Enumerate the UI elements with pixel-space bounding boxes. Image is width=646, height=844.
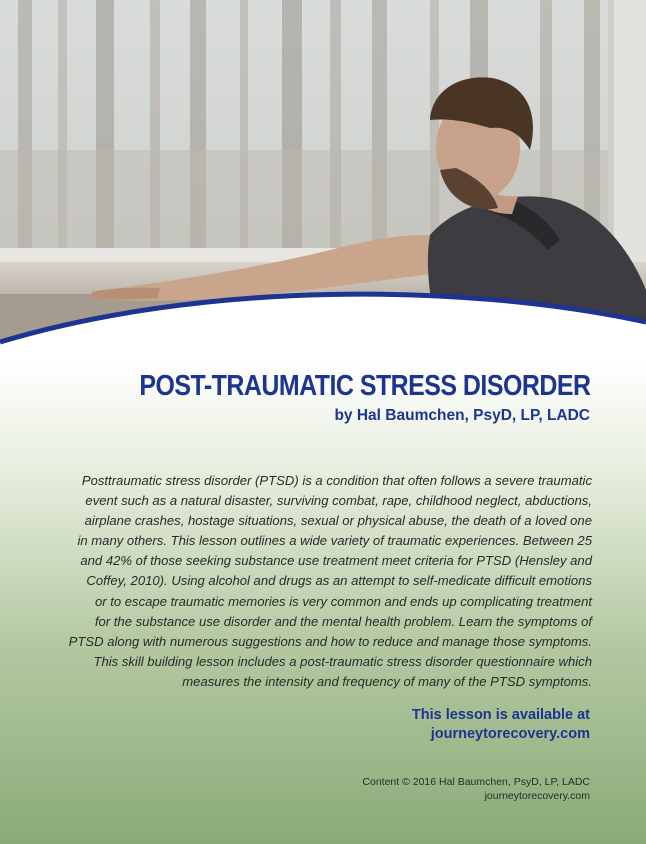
summary-line: in many others. This lesson outlines a wide variety of traumatic experiences. Between 25: [77, 533, 592, 549]
footer: [362, 775, 590, 803]
summary-line: event such as a natural disaster, surviving combat, rape, childhood neglect, abductions,: [85, 493, 592, 509]
summary-line: airplane crashes, hostage situations, sexual or physical abuse, the death of a loved one: [84, 513, 592, 529]
page-title: POST-TRAUMATIC STRESS DISORDER: [138, 370, 590, 402]
summary-line: for the substance use disorder and the mental health problem. Learn the symptoms of: [94, 613, 592, 629]
summary-line: Coffey, 2010). Using alcohol and drugs as an attempt to self-medicate difficult emotions: [86, 573, 592, 589]
author-byline: by Hal Baumchen, PsyD, LP, LADC: [334, 407, 590, 424]
website-link[interactable]: journeytorecovery.com: [430, 726, 590, 742]
availability-text: This lesson is available at: [411, 707, 590, 723]
footer-site-link[interactable]: journeytorecovery.com: [484, 790, 590, 802]
lesson-summary: [54, 471, 592, 692]
summary-line: and 42% of those seeking substance use treatment meet criteria for PTSD (Hensley and: [80, 553, 592, 569]
summary-line: Posttraumatic stress disorder (PTSD) is a condition that often follows a severe traumatic: [81, 473, 592, 488]
copyright-text: Content © 2016 Hal Baumchen, PsyD, LP, LADC: [362, 776, 590, 788]
summary-line: measures the intensity and frequency of many of the PTSD symptoms.: [182, 673, 592, 689]
availability-callout: [412, 706, 590, 744]
curved-banner-divider: [0, 290, 646, 360]
summary-line: This skill building lesson includes a post-traumatic stress disorder questionnaire which: [93, 653, 592, 669]
summary-line: or to escape traumatic memories is very common and ends up complicating treatment: [94, 593, 592, 609]
summary-line: PTSD along with numerous suggestions and how to reduce and manage those symptoms.: [68, 633, 592, 649]
